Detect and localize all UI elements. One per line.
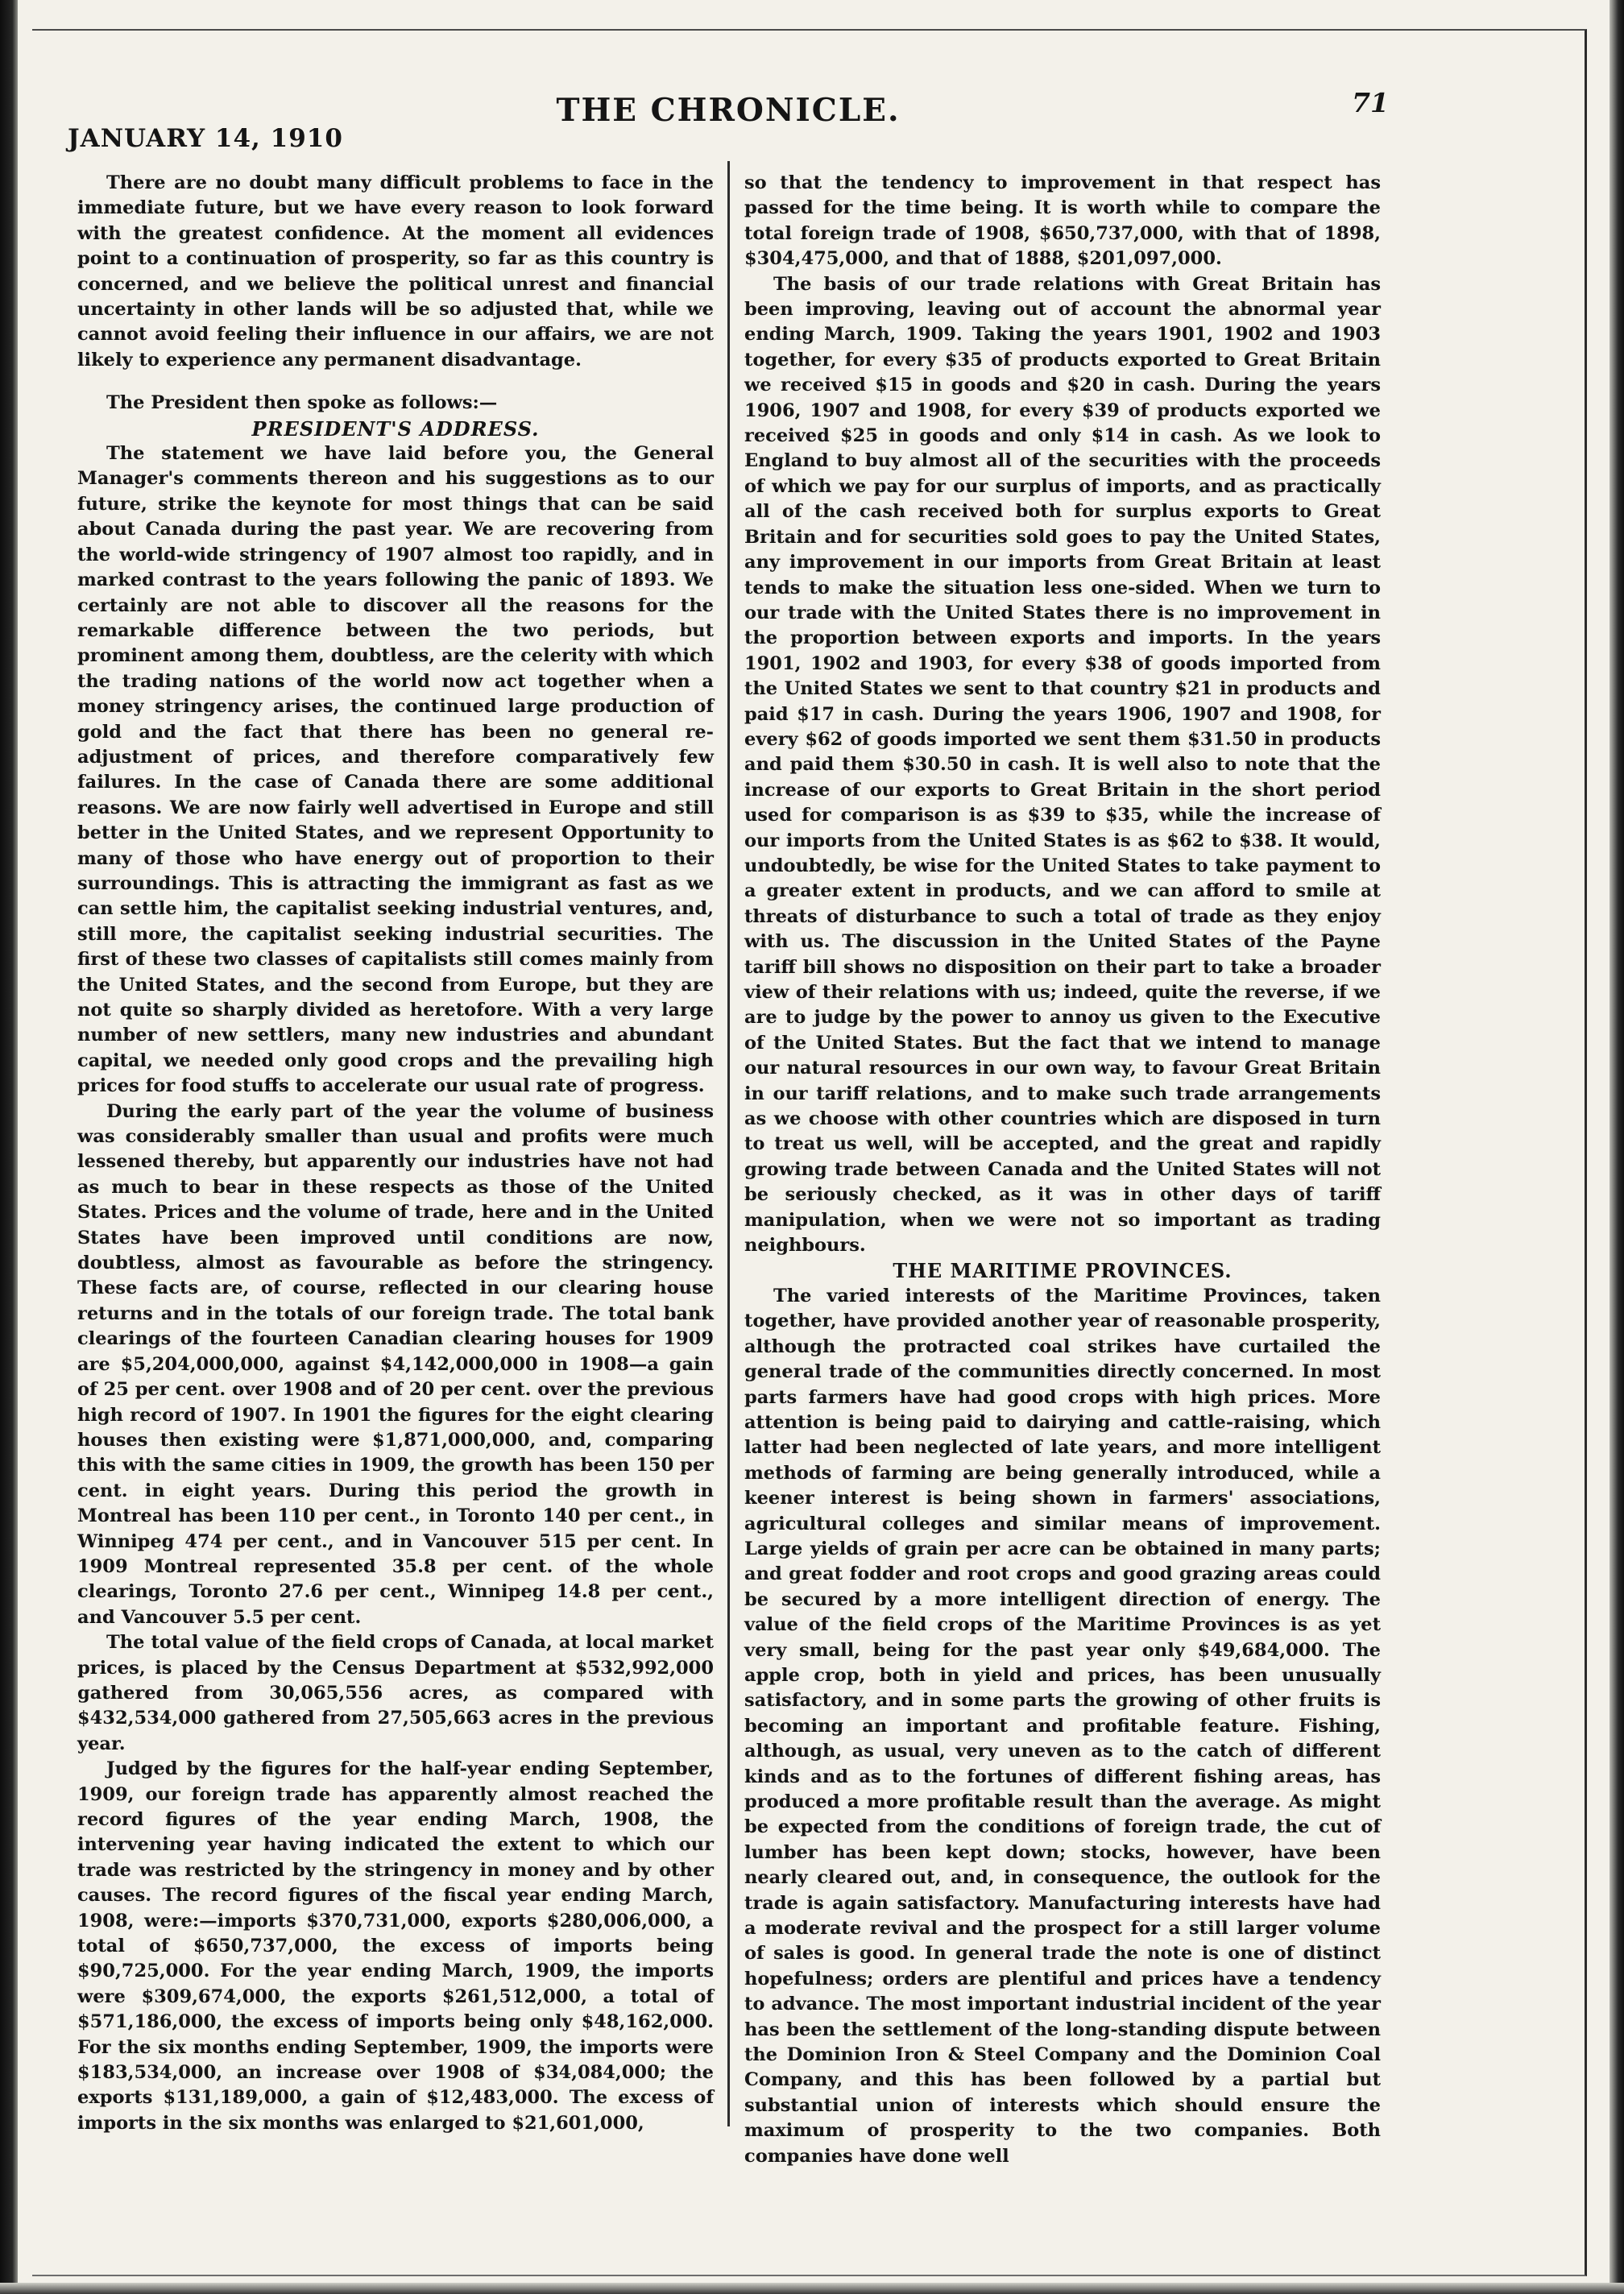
right-column — [744, 171, 1381, 2169]
running-head — [68, 87, 1389, 159]
scan-right-edge — [1610, 0, 1624, 2294]
intro-paragraph: There are no doubt many difficult problems to face in the immediate future, but we have every reason to look forward with the greatest confidence. At the moment all evidences point to a continuation of prosperity, so far as this country is concerned, and we believe the political unrest and financial uncertainty in other lands will be so adjusted that, while we cannot avoid feeling their influence in our affairs, we are not likely to experience any permanent disadvantage. — [77, 172, 714, 371]
address-paragraph-4: Judged by the figures for the half-year ending September, 1909, our foreign trade has apparently almost reached the record figures of the year ending March, 1908, the intervening year having indicated the extent to which our trade was restricted by the stringency in money and by other causes. The record figures of the fiscal year ending March, 1908, were:—imports $370,731,000, exports $280,006,000, a total of $650,737,000, the excess of imports being $90,725,000. For the year ending March, 1909, the imports were $309,674,000, the exports $261,512,000, a total of $571,186,000, the excess of imports being only $48,162,000. For the six months ending September, 1909, the imports were $183,534,000, an increase over 1908 of $34,084,000; the exports $131,189,000, a gain of $12,483,000. The excess of imports in the six months was enlarged to $21,601,000, — [77, 1758, 714, 2134]
address-paragraph-1: The statement we have laid before you, the General Manager's comments thereon and his suggestions as to our future, strike the keynote for most things that can be said about Canada during the past year. We are recovering from the world-wide stringency of 1907 almost too rapidly, and in marked contrast to the years following the panic of 1893. We certainly are not able to discover all the reasons for the remarkable difference between the two periods, but prominent among them, doubtless, are the celerity with which the trading nations of the world now act together when a money stringency arises, the continued large production of gold and the fact that there has been no general re-adjustment of prices, and therefore comparatively few failures. In the case of Canada there are some additional reasons. We are now fairly well advertised in Europe and still better in the United States, and we represent Opportunity to many of those who have energy out of proportion to their surroundings. This is attracting the immigrant as fast as we can settle him, the capitalist seeking industrial ventures, and, still more, the capitalist seeking industrial securities. The first of these two classes of capitalists still comes mainly from the United States, and the second from Europe, but they are not quite so sharply divided as heretofore. With a very large number of new settlers, many new industries and abundant capital, we needed only good crops and the prevailing high prices for food stuffs to accelerate our usual rate of progress. — [77, 443, 714, 1097]
page-number: 71 — [1352, 87, 1389, 118]
column-rule — [727, 161, 730, 2126]
trade-relations-paragraph: The basis of our trade relations with Great Britain has been improving, leaving out of account the abnormal year ending March, 1909. Taking the years 1901, 1902 and 1903 together, for every $35 of products exported to Great Britain we received $15 in goods and $20 in cash. During the years 1906, 1907 and 1908, for every $39 of products exported we received $25 in goods and only $14 in cash. As we look to England to buy almost all of the securities with the proceeds of which we pay for our surplus of imports, and as practically all of the cash received both for surplus exports to Great Britain and for securities sold goes to pay the United States, any improvement in our imports from Great Britain at least tends to make the situation less one-sided. When we turn to our trade with the United States there is no improvement in the proportion between exports and imports. In the years 1901, 1902 and 1903, for every $38 of goods imported from the United States we sent to that country $21 in products and paid $17 in cash. During the years 1906, 1907 and 1908, for every $62 of goods imported we sent them $31.50 in products and paid them $30.50 in cash. It is well also to note that the increase of our exports to Great Britain in the short period used for comparison is as $39 to $35, while the increase of our imports from the United States is as $62 to $38. It would, undoubtedly, be wise for the United States to take payment to a greater extent in products, and we can afford to smile at threats of disturbance to such a total of trade as they enjoy with us. The discussion in the United States of the Payne tariff bill shows no disposition on their part to take a broader view of their relations with us; indeed, quite the reverse, if we are to judge by the power to annoy us given to the Executive of the United States. But the fact that we intend to manage our natural resources in our own way, to favour Great Britain in our tariff relations, and to make such trade arrangements as we choose with other countries which are disposed in turn to treat us well, will be accepted, and the great and rapidly growing trade between Canada and the United States will not be seriously checked, as it was in other days of tariff manipulation, when we were not so important as trading neighbours. — [744, 273, 1381, 1257]
issue-date: JANUARY 14, 1910 — [68, 124, 343, 153]
scan-left-edge — [0, 0, 18, 2294]
address-heading: PRESIDENT'S ADDRESS. — [251, 416, 540, 441]
address-paragraph-2: During the early part of the year the volume of business was considerably smaller than usual and profits were much lessened thereby, but apparently our industries have not had as much to bear in these respects as those of the United States. Prices and the volume of trade, here and in the United States have been improved until conditions are now, doubtless, almost as favourable as before the stringency. These facts are, of course, reflected in our clearing house returns and in the totals of our foreign trade. The total bank clearings of the fourteen Canadian clearing houses for 1909 are $5,204,000,000, against $4,142,000,000 in 1908—a gain of 25 per cent. over 1908 and of 20 per cent. over the previous high record of 1907. In 1901 the figures for the eight clearing houses then existing were $1,871,000,000, and, comparing this with the same cities in 1909, the growth has been 150 per cent. in eight years. During this period the growth in Montreal has been 110 per cent., in Toronto 140 per cent., in Winnipeg 474 per cent., and in Vancouver 515 per cent. In 1909 Montreal represented 35.8 per cent. of the whole clearings, Toronto 27.6 per cent., Winnipeg 14.8 per cent., and Vancouver 5.5 per cent. — [77, 1100, 714, 1628]
maritime-paragraph: The varied interests of the Maritime Provinces, taken together, have provided another year of reasonable prosperity, although the protracted coal strikes have curtailed the general trade of the communities directly concerned. In most parts farmers have had good crops with high prices. More attention is being paid to dairying and cattle-raising, which latter had been neglected of late years, and more intelligent methods of farming are being generally introduced, while a keener interest is being shown in farmers' associations, agricultural colleges and similar means of improvement. Large yields of grain per acre can be obtained in many parts; and great fodder and root crops and good grazing areas could be secured by a more intelligent direction of energy. The value of the field crops of the Maritime Provinces is as yet very small, being for the past year only $49,684,000. The apple crop, both in yield and prices, has been unusually satisfactory, and in some parts the growing of other fruits is becoming an important and profitable feature. Fishing, although, as usual, very uneven as to the catch of different kinds and as to the fortunes of different fishing areas, has produced a more profitable result than the average. As might be expected from the conditions of foreign trade, the cut of lumber has been kept down; stocks, however, have been nearly cleared out, and, in consequence, the outlook for the trade is again satisfactory. Manufacturing interests have had a moderate revival and the prospect for a still larger volume of sales is good. In general trade the note is one of distinct hopefulness; orders are plentiful and prices have a tendency to advance. The most important industrial incident of the year has been the settlement of the long-standing dispute between the Dominion Iron & Steel Company and the Dominion Coal Company, and this has been followed by a partial but substantial union of interests which should ensure the maximum of prosperity to the two companies. Both companies have done well — [744, 1285, 1381, 2167]
president-intro: The President then spoke as follows:— — [106, 392, 498, 414]
journal-title: THE CHRONICLE. — [556, 92, 901, 129]
address-paragraph-3: The total value of the field crops of Canada, at local market prices, is placed by the Census Department at $532,992,000 gathered from 30,065,556 acres, as compared with $432,534,000 gathered from 27,505,663 acres in the previous year. — [77, 1632, 714, 1754]
left-column — [77, 171, 714, 2136]
scan-bottom-edge — [0, 2283, 1624, 2294]
continuation-paragraph: so that the tendency to improvement in that respect has passed for the time being. It is worth while to compare the total foreign trade of 1908, $650,737,000, with that of 1898, $304,475,000, and that of 1888, $201,097,000. — [744, 172, 1381, 270]
maritime-heading: THE MARITIME PROVINCES. — [893, 1259, 1232, 1283]
